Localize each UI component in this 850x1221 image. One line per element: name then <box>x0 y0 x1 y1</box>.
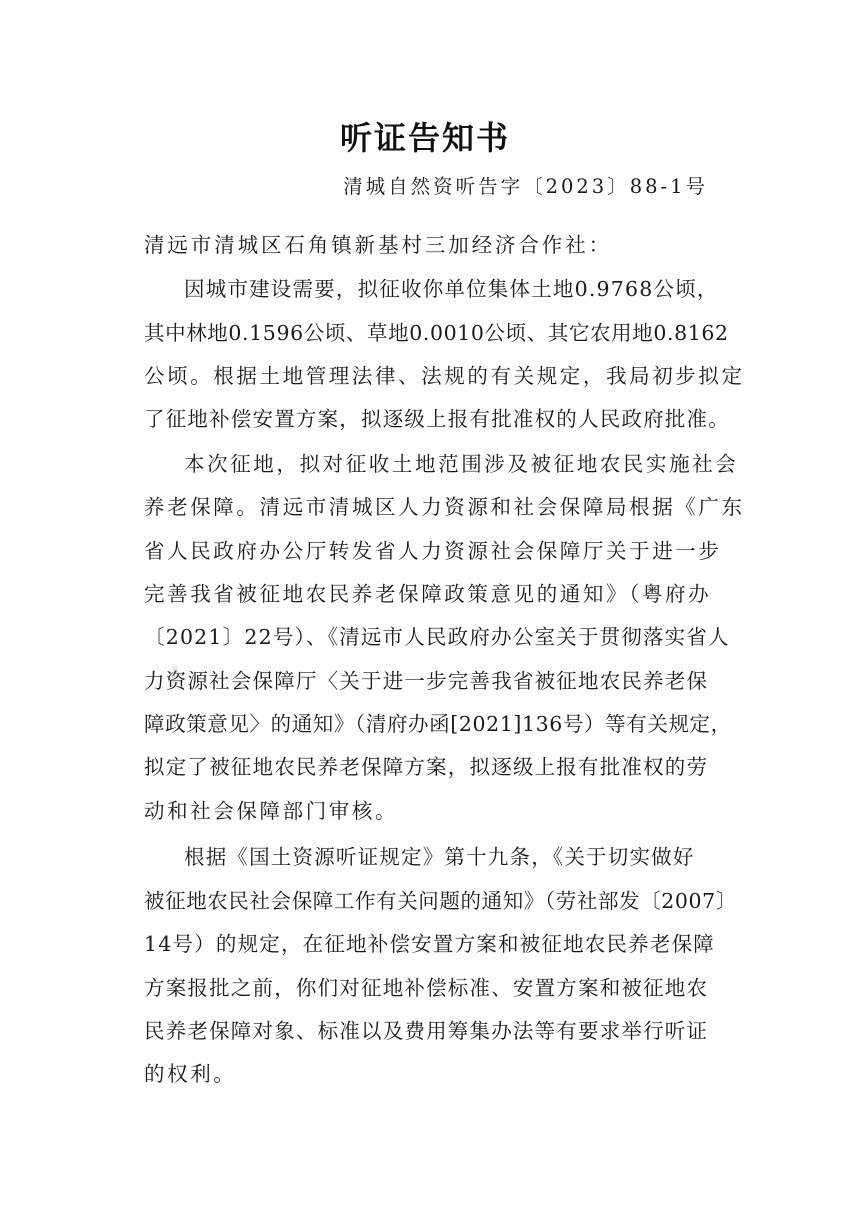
paragraph-1-line-1: 因城市建设需要，拟征收你单位集体土地0.9768公顷， <box>184 277 719 301</box>
paragraph-3-line-5: 民养老保障对象、标准以及费用筹集办法等有要求举行听证 <box>144 1019 709 1043</box>
paragraph-2-line-2: 养老保障。清远市清城区人力资源和社会保障局根据《广东 <box>144 495 745 519</box>
paragraph-1-line-3: 公顷。根据土地管理法律、法规的有关规定，我局初步拟定 <box>144 364 745 388</box>
paragraph-2-line-6: 力资源社会保障厅〈关于进一步完善我省被征地农民养老保 <box>144 669 709 693</box>
paragraph-2-line-3: 省人民政府办公厅转发省人力资源社会保障厅关于进一步 <box>144 539 722 563</box>
addressee: 清远市清城区石角镇新基村三加经济合作社： <box>144 233 612 257</box>
paragraph-2-line-1: 本次征地，拟对征收土地范围涉及被征地农民实施社会 <box>184 452 739 476</box>
paragraph-3-line-3: 14号）的规定，在征地补偿安置方案和被征地农民养老保障 <box>144 932 715 956</box>
paragraph-1-line-2: 其中林地0.1596公顷、草地0.0010公顷、其它农用地0.8162 <box>144 321 729 345</box>
scan-artifact <box>172 660 178 680</box>
paragraph-2-line-8: 拟定了被征地农民养老保障方案，拟逐级上报有批准权的劳 <box>144 755 709 779</box>
paragraph-2-line-4: 完善我省被征地农民养老保障政策意见的通知》（粤府办 <box>144 582 712 606</box>
paragraph-3-line-2: 被征地农民社会保障工作有关问题的通知》（劳社部发〔2007〕 <box>144 889 737 913</box>
paragraph-2-line-9: 动和社会保障部门审核。 <box>144 799 399 823</box>
document-number: 清城自然资听告字〔2023〕88-1号 <box>343 175 708 198</box>
paragraph-3-line-1: 根据《国土资源听证规定》第十九条，《关于切实做好 <box>184 845 695 869</box>
document-title: 听证告知书 <box>339 119 510 157</box>
paragraph-2-line-5: 〔2021〕22号）、《清远市人民政府办公室关于贯彻落实省人 <box>144 625 730 649</box>
paragraph-3-line-6: 的权利。 <box>144 1062 237 1086</box>
paragraph-1-line-4: 了征地补偿安置方案，拟逐级上报有批准权的人民政府批准。 <box>144 407 730 431</box>
paragraph-2-line-7: 障政策意见〉的通知》（清府办函[2021]136号）等有关规定， <box>144 712 732 736</box>
paragraph-3-line-4: 方案报批之前，你们对征地补偿标准、安置方案和被征地农 <box>144 976 709 1000</box>
